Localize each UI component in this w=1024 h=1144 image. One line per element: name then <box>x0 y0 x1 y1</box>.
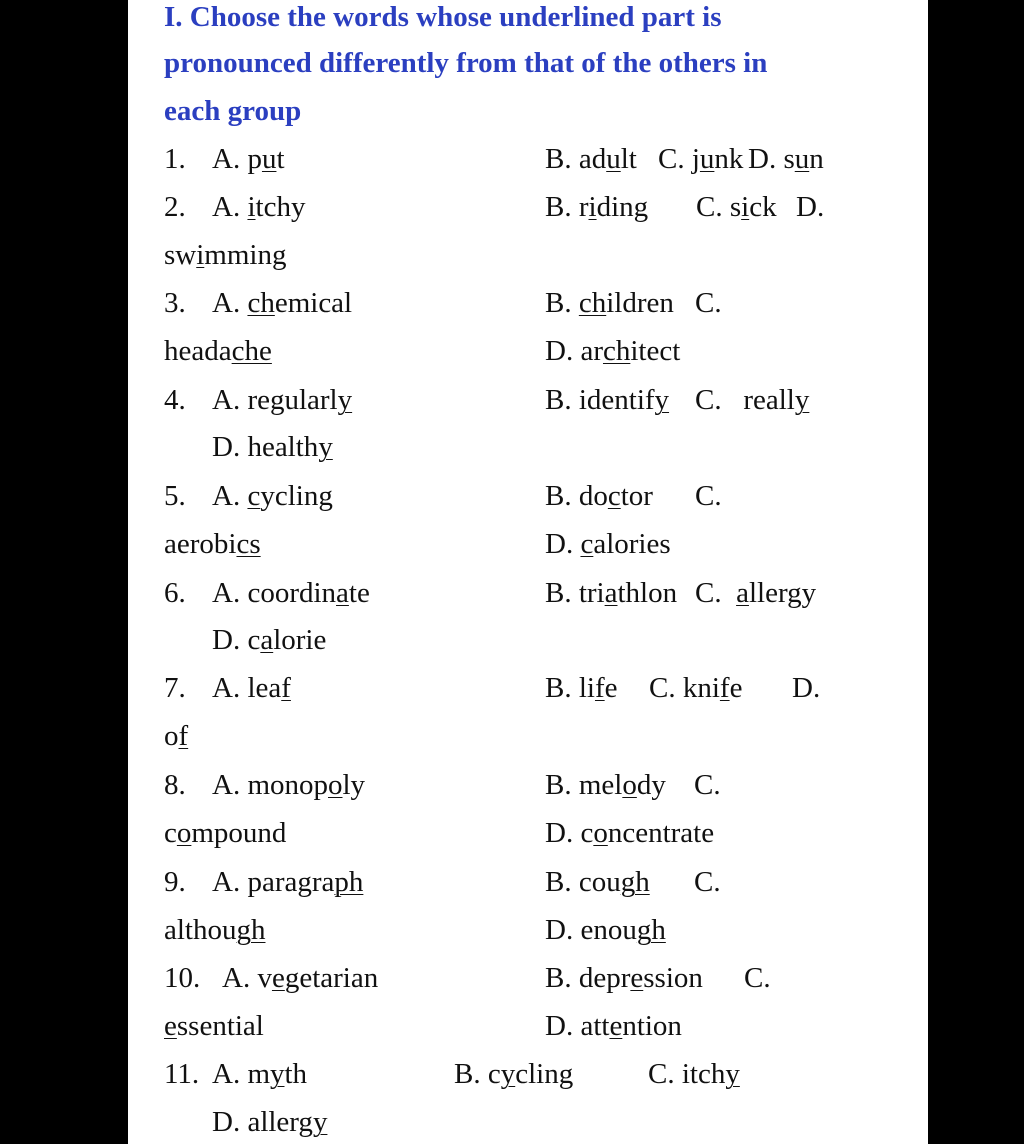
option-a: A. paragraph <box>212 866 364 898</box>
question-number: 1. <box>164 143 186 175</box>
option-b: B. identify <box>545 384 670 416</box>
question-number: 3. <box>164 287 186 319</box>
option-a: A. monopoly <box>212 769 366 801</box>
question-number: 2. <box>164 191 186 223</box>
option-a: A. chemical <box>212 287 353 319</box>
question-number: 11. <box>164 1058 200 1090</box>
option-b: B. children <box>545 287 674 319</box>
option-a: A. cycling <box>212 480 333 512</box>
heading-line-3: each group <box>164 95 302 127</box>
option-d: D. architect <box>545 335 681 367</box>
option-c-word: aerobics <box>164 528 261 560</box>
option-a: A. myth <box>212 1058 308 1090</box>
question-number: 9. <box>164 866 186 898</box>
option-c-word: compound <box>164 817 287 849</box>
option-c: C. sick <box>696 191 777 223</box>
option-b: B. triathlon <box>545 577 678 609</box>
option-c-word: although <box>164 914 266 946</box>
worksheet-page <box>128 0 928 1144</box>
option-c-label: C. <box>694 866 721 898</box>
option-b: B. depression <box>545 962 703 994</box>
option-c-word: headаche <box>164 335 272 367</box>
option-b: B. riding <box>545 191 649 223</box>
option-a: A. vegetarian <box>222 962 379 994</box>
heading-line-1: I. Choose the words whose underlined part is <box>164 1 722 33</box>
option-c: C. junk <box>658 143 744 175</box>
option-c-label: C. <box>695 480 722 512</box>
option-a: A. leaf <box>212 672 291 704</box>
question-number: 7. <box>164 672 186 704</box>
question-number: 8. <box>164 769 186 801</box>
option-c: C. allergy <box>695 577 817 609</box>
option-d: D. healthy <box>212 431 333 463</box>
option-d: D. enough <box>545 914 666 946</box>
option-d: D. allergy <box>212 1106 328 1138</box>
option-a: A. coordinate <box>212 577 370 609</box>
option-b: B. melody <box>545 769 666 801</box>
option-d: D. sun <box>748 143 824 175</box>
option-d: D. calorie <box>212 624 327 656</box>
option-a: A. itchy <box>212 191 306 223</box>
question-number: 5. <box>164 480 186 512</box>
option-d-label: D. <box>792 672 821 704</box>
option-d: D. concentrate <box>545 817 715 849</box>
option-d: D. calories <box>545 528 671 560</box>
heading-line-2: pronounced differently from that of the others in <box>164 47 768 79</box>
option-c-label: C. <box>694 769 721 801</box>
option-d-label: D. <box>796 191 825 223</box>
option-a: A. regularly <box>212 384 353 416</box>
question-number: 4. <box>164 384 186 416</box>
option-d: D. attention <box>545 1010 682 1042</box>
option-c: C. itchy <box>648 1058 740 1090</box>
option-b: B. doctor <box>545 480 653 512</box>
question-number: 10. <box>164 962 201 994</box>
option-c-word: essential <box>164 1010 264 1042</box>
option-c-label: C. <box>695 287 722 319</box>
option-c: C. knife <box>649 672 743 704</box>
option-d-word: swimming <box>164 239 287 271</box>
option-a: A. put <box>212 143 285 175</box>
option-b: B. cough <box>545 866 650 898</box>
option-c-label: C. <box>744 962 771 994</box>
option-b: B. cycling <box>454 1058 574 1090</box>
question-number: 6. <box>164 577 186 609</box>
option-b: B. adult <box>545 143 637 175</box>
option-c: C. really <box>695 384 810 416</box>
option-b: B. life <box>545 672 618 704</box>
option-d-word: of <box>164 720 189 752</box>
